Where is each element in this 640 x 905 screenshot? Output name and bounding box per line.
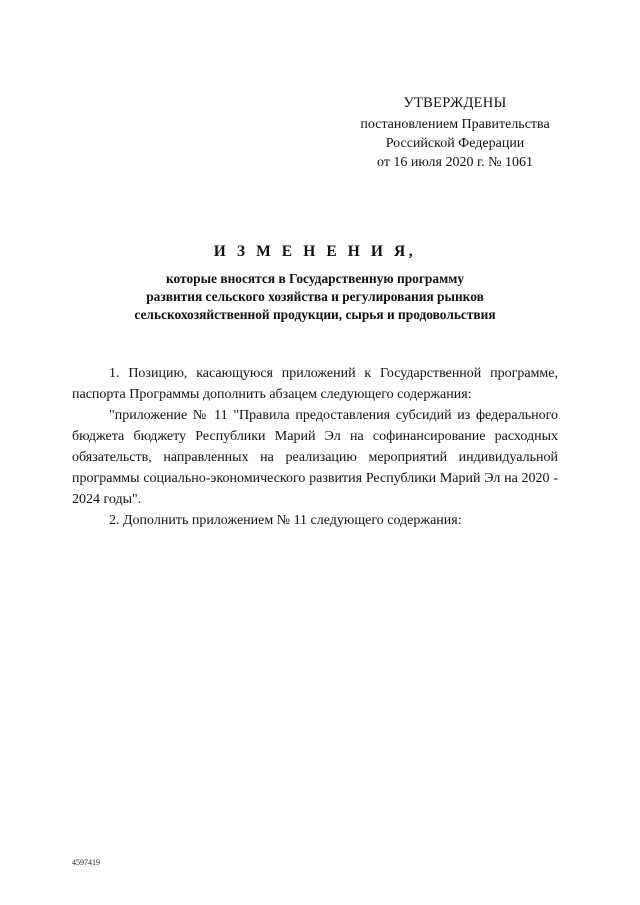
approval-block: [330, 94, 580, 172]
document-title: И З М Е Н Е Н И Я,: [213, 243, 417, 260]
approval-line-3: от 16 июля 2020 г. № 1061: [377, 155, 533, 170]
approval-stamp: УТВЕРЖДЕНЫ: [403, 95, 507, 111]
subtitle-line-1: которые вносятся в Государственную программу: [165, 271, 465, 286]
approval-line-1: постановлением Правительства: [360, 117, 550, 132]
approval-line-2: Российской Федерации: [385, 136, 525, 151]
subtitle-line-2: развития сельского хозяйства и регулирования рынков: [146, 289, 484, 304]
paragraph-3: 2. Дополнить приложением № 11 следующего содержания:: [109, 513, 462, 528]
paragraph-2: "приложение № 11 "Правила предоставления субсидий из федерального бюджета бюджету Республики Марий Эл на софинансирование расходных обязательств, направленных на реализацию мероприятий индивидуальной программы социально-экономического развития Республики Марий Эл на 2020 - 2024 годы".: [72, 408, 558, 507]
subtitle-line-3: сельскохозяйственной продукции, сырья и продовольствия: [134, 307, 496, 322]
paragraph-1: 1. Позицию, касающуюся приложений к Государственной программе, паспорта Программы дополнить абзацем следующего содержания:: [72, 366, 558, 402]
footer-document-code: 4597419: [72, 858, 100, 867]
document-subtitle: [72, 270, 558, 324]
document-body: [72, 363, 558, 531]
